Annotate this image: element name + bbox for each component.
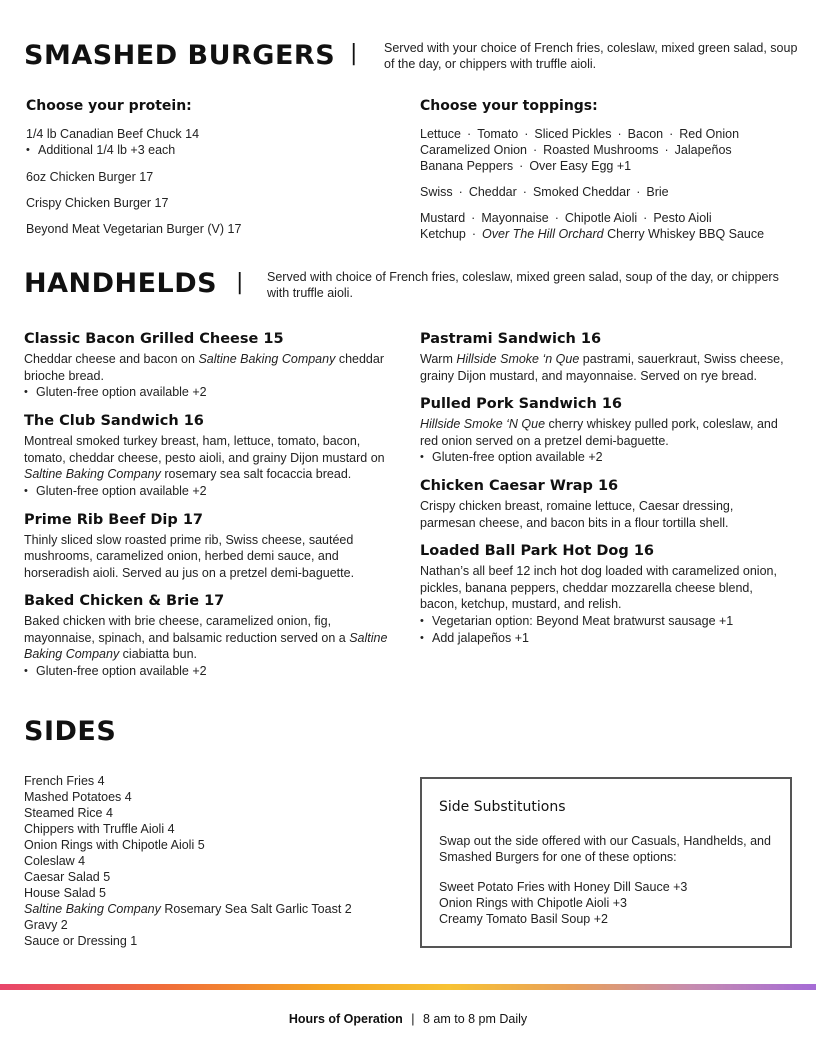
brand-name: Over The Hill Orchard bbox=[482, 227, 604, 241]
menu-item bbox=[24, 413, 396, 500]
menu-item bbox=[24, 512, 396, 582]
topping: Cherry Whiskey BBQ Sauce bbox=[603, 227, 765, 241]
topping: Jalapeños bbox=[674, 143, 732, 157]
brand-name: Hillside Smoke ‘N Que bbox=[420, 417, 546, 431]
menu-line: Crispy Chicken Burger 17 bbox=[26, 196, 169, 210]
dot-separator: · bbox=[471, 211, 476, 225]
item-title: Pastrami Sandwich 16 bbox=[420, 331, 602, 347]
brand-name: Saltine Baking Company bbox=[24, 630, 388, 661]
handhelds-left-column bbox=[24, 331, 396, 692]
topping: Cheddar bbox=[468, 185, 517, 199]
toppings-heading: Choose your toppings: bbox=[420, 98, 598, 114]
dot-separator: · bbox=[617, 127, 622, 141]
dot-separator: · bbox=[636, 185, 641, 199]
item-title: Baked Chicken & Brie 17 bbox=[24, 593, 225, 609]
sides-list bbox=[24, 773, 352, 949]
dot-separator: · bbox=[533, 143, 538, 157]
dot-separator: · bbox=[519, 159, 524, 173]
item-option: • Gluten-free option available +2 bbox=[24, 384, 396, 401]
topping: Caramelized Onion bbox=[420, 143, 527, 157]
menu-item bbox=[24, 593, 396, 680]
item-description bbox=[24, 433, 396, 483]
desc-text: Warm bbox=[420, 352, 457, 366]
protein-heading: Choose your protein: bbox=[26, 98, 192, 114]
substitution-option: Onion Rings with Chipotle Aioli +3 bbox=[439, 896, 627, 910]
item-title: Pulled Pork Sandwich 16 bbox=[420, 396, 623, 412]
dot-separator: · bbox=[643, 211, 648, 225]
topping: Lettuce bbox=[420, 127, 462, 141]
item-option: • Gluten-free option available +2 bbox=[24, 663, 396, 680]
side-item: Caesar Salad 5 bbox=[24, 870, 111, 884]
side-item: Mashed Potatoes 4 bbox=[24, 790, 132, 804]
toppings-row bbox=[420, 158, 764, 174]
topping: Chipotle Aioli bbox=[564, 211, 638, 225]
item-description bbox=[420, 416, 790, 449]
title-separator: | bbox=[236, 270, 244, 295]
dot-separator: · bbox=[467, 127, 472, 141]
brand-name: Hillside Smoke ‘n Que bbox=[456, 352, 580, 366]
menu-item bbox=[420, 331, 790, 384]
topping: Mayonnaise bbox=[481, 211, 549, 225]
topping: Mustard bbox=[420, 211, 466, 225]
topping: Smoked Cheddar bbox=[532, 185, 631, 199]
title-separator: | bbox=[350, 41, 358, 66]
item-title: Classic Bacon Grilled Cheese 15 bbox=[24, 331, 284, 347]
topping: Red Onion bbox=[679, 127, 740, 141]
topping: Tomato bbox=[477, 127, 519, 141]
section-title-sides: SIDES bbox=[24, 716, 117, 747]
protein-column bbox=[26, 98, 241, 237]
desc-text: pastrami, sauerkraut, Swiss cheese, grainy Dijon mustard, and mayonnaise. Served on rye bread. bbox=[420, 352, 784, 383]
item-option: • Gluten-free option available +2 bbox=[24, 483, 396, 500]
dot-separator: · bbox=[522, 185, 527, 199]
brand-name: Saltine Baking Company bbox=[24, 902, 161, 916]
substitutions-title: Side Substitutions bbox=[439, 799, 566, 815]
item-option: • Gluten-free option available +2 bbox=[420, 449, 790, 466]
desc-text: Baked chicken with brie cheese, caramelized onion, fig, mayonnaise, spinach, and balsamic reduction served on a bbox=[24, 614, 350, 645]
topping: Over Easy Egg +1 bbox=[529, 159, 632, 173]
item-description bbox=[24, 613, 396, 663]
menu-item bbox=[24, 331, 396, 401]
item-title: Loaded Ball Park Hot Dog 16 bbox=[420, 543, 654, 559]
side-item bbox=[24, 901, 352, 917]
brand-name: Saltine Baking Company bbox=[198, 352, 336, 366]
side-item-text: Rosemary Sea Salt Garlic Toast 2 bbox=[160, 902, 352, 916]
section-blurb: Served with your choice of French fries, coleslaw, mixed green salad, soup of the day, or chippers with truffle aioli. bbox=[384, 41, 798, 71]
toppings-row bbox=[420, 226, 764, 242]
handhelds-right-column bbox=[420, 331, 790, 659]
section-blurb: Served with choice of French fries, coleslaw, mixed green salad, soup of the day, or chippers with truffle aioli. bbox=[267, 270, 779, 300]
topping: Bacon bbox=[627, 127, 664, 141]
side-item: Coleslaw 4 bbox=[24, 854, 86, 868]
toppings-row bbox=[420, 126, 764, 142]
brand-name: Saltine Baking Company bbox=[24, 467, 161, 481]
menu-line: Beyond Meat Vegetarian Burger (V) 17 bbox=[26, 222, 242, 236]
side-substitutions-box bbox=[420, 777, 792, 948]
item-description: Thinly sliced slow roasted prime rib, Swiss cheese, sautéed mushrooms, caramelized onion, herbed demi sauce, and horseradish aioli. Served au jus on a pretzel demi-baguette. bbox=[24, 532, 355, 580]
toppings-row bbox=[420, 210, 764, 226]
topping: Swiss bbox=[420, 185, 453, 199]
dot-separator: · bbox=[471, 227, 477, 241]
section-title-smashed-burgers: SMASHED BURGERS bbox=[24, 40, 336, 71]
topping: Ketchup bbox=[420, 227, 466, 241]
menu-line: 1/4 lb Canadian Beef Chuck 14 bbox=[26, 127, 200, 141]
footer-separator: | bbox=[411, 1012, 415, 1026]
item-title: Prime Rib Beef Dip 17 bbox=[24, 511, 203, 528]
topping: Brie bbox=[646, 185, 669, 199]
desc-text: ciabiatta bun. bbox=[119, 647, 198, 661]
dot-separator: · bbox=[669, 127, 674, 141]
dot-separator: · bbox=[664, 143, 669, 157]
dot-separator: · bbox=[458, 185, 463, 199]
toppings-row bbox=[420, 184, 764, 200]
topping: Banana Peppers bbox=[420, 159, 514, 173]
item-description bbox=[420, 351, 790, 384]
desc-text: cherry whiskey pulled pork, coleslaw, and red onion served on a pretzel demi-baguette. bbox=[420, 417, 778, 448]
menu-item bbox=[420, 478, 790, 531]
item-description: Crispy chicken breast, romaine lettuce, Caesar dressing, parmesan cheese, and bacon bits in a flour tortilla shell. bbox=[420, 499, 734, 530]
side-item: French Fries 4 bbox=[24, 774, 105, 788]
item-title: The Club Sandwich 16 bbox=[24, 413, 204, 429]
topping: Roasted Mushrooms bbox=[543, 143, 659, 157]
dot-separator: · bbox=[554, 211, 559, 225]
menu-item bbox=[420, 396, 790, 466]
desc-text: cheddar brioche bread. bbox=[24, 352, 384, 383]
side-item: Sauce or Dressing 1 bbox=[24, 934, 138, 948]
item-option: • Vegetarian option: Beyond Meat bratwurst sausage +1 bbox=[420, 613, 790, 630]
desc-text: Montreal smoked turkey breast, ham, lettuce, tomato, bacon, tomato, cheddar cheese, pesto aioli, and grainy Dijon mustard on bbox=[24, 434, 385, 465]
dot-separator: · bbox=[524, 127, 529, 141]
side-item: House Salad 5 bbox=[24, 886, 107, 900]
hours-label: Hours of Operation bbox=[288, 1012, 403, 1026]
item-description bbox=[24, 351, 396, 384]
item-option: • Add jalapeños +1 bbox=[420, 630, 790, 647]
menu-item bbox=[420, 543, 790, 647]
section-title-handhelds: HANDHELDS bbox=[24, 268, 218, 299]
footer-hours bbox=[0, 1012, 816, 1026]
substitution-option: Sweet Potato Fries with Honey Dill Sauce +3 bbox=[439, 880, 688, 894]
toppings-column bbox=[420, 98, 764, 242]
side-item: Gravy 2 bbox=[24, 918, 68, 932]
side-item: Steamed Rice 4 bbox=[24, 806, 113, 820]
menu-line: 6oz Chicken Burger 17 bbox=[26, 170, 154, 184]
substitutions-text: Swap out the side offered with our Casuals, Handhelds, and Smashed Burgers for one of these options: bbox=[439, 834, 771, 864]
item-title: Chicken Caesar Wrap 16 bbox=[420, 478, 619, 494]
side-item: Onion Rings with Chipotle Aioli 5 bbox=[24, 838, 205, 852]
topping: Pesto Aioli bbox=[653, 211, 712, 225]
topping: Sliced Pickles bbox=[534, 127, 612, 141]
gradient-divider bbox=[0, 984, 816, 990]
desc-text: rosemary sea salt focaccia bread. bbox=[160, 467, 352, 481]
substitution-option: Creamy Tomato Basil Soup +2 bbox=[439, 912, 608, 926]
menu-bullet: • Additional 1/4 lb +3 each bbox=[26, 142, 241, 159]
side-item: Chippers with Truffle Aioli 4 bbox=[24, 822, 175, 836]
toppings-row bbox=[420, 142, 764, 158]
desc-text: Cheddar cheese and bacon on bbox=[24, 352, 199, 366]
hours-value: 8 am to 8 pm Daily bbox=[422, 1012, 528, 1026]
item-description: Nathan’s all beef 12 inch hot dog loaded with caramelized onion, pickles, banana peppers, cheddar mozzarella cheese blend, bacon, ketchup, mustard, and relish. bbox=[420, 564, 777, 611]
